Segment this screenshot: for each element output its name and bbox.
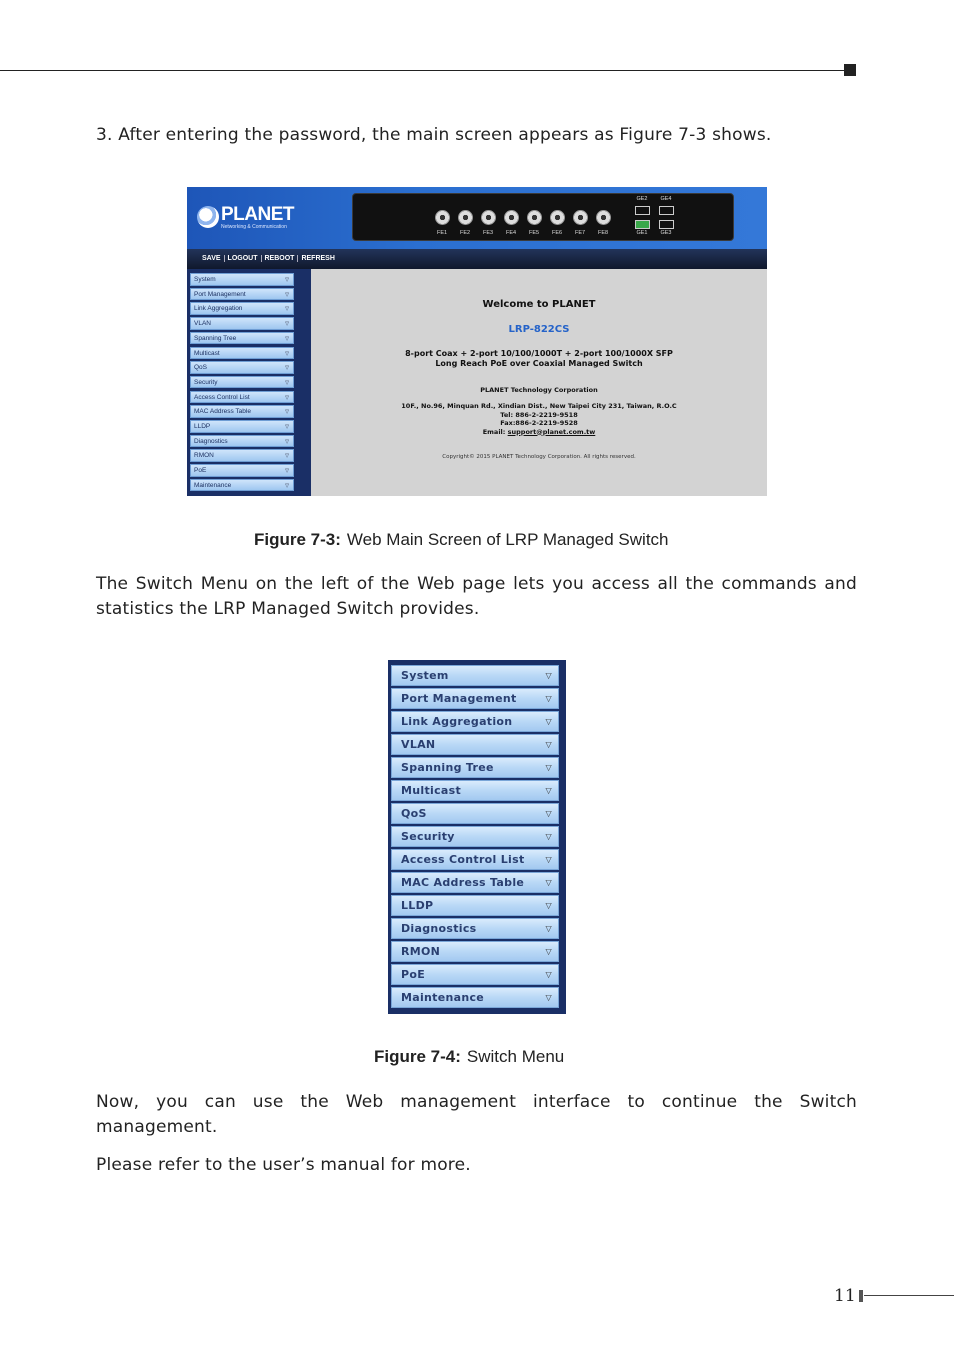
desc-line-1: 8-port Coax + 2-port 10/100/1000T + 2-port 100/1000X SFP <box>405 349 673 358</box>
figure-3-caption-text: Web Main Screen of LRP Managed Switch <box>346 530 669 549</box>
chevron-down-icon: ▽ <box>545 901 552 910</box>
small-menu-item-spanning-tree[interactable] <box>190 332 294 345</box>
save-link[interactable]: SAVE <box>199 255 225 262</box>
small-menu-item-label: Maintenance <box>194 481 232 489</box>
paragraph-switch-menu: The Switch Menu on the left of the Web page lets you access all the commands and statistics the LRP Managed Switch provides. <box>96 574 857 619</box>
chevron-down-icon: ▽ <box>545 947 552 956</box>
figure-4-caption-label: Figure 7-4: <box>374 1047 461 1066</box>
small-menu-item-label: LLDP <box>194 423 211 430</box>
port-label: FE6 <box>551 230 563 236</box>
header-rule <box>0 70 846 71</box>
menu-item-label: Link Aggregation <box>401 715 513 728</box>
company-contact <box>311 402 767 436</box>
chevron-down-icon: ▽ <box>285 409 289 416</box>
small-menu-item-label: MAC Address Table <box>194 408 251 416</box>
figure-4-caption-text: Switch Menu <box>466 1047 565 1066</box>
small-menu-item-diagnostics[interactable] <box>190 435 294 448</box>
small-menu-item-label: Diagnostics <box>194 437 228 445</box>
menu-item-rmon[interactable] <box>391 941 559 962</box>
small-menu-item-poe[interactable] <box>190 464 294 477</box>
ge-port-label: GE1 <box>636 230 648 236</box>
menu-item-system[interactable] <box>391 665 559 686</box>
banner <box>187 187 767 249</box>
desc-line-2: Long Reach PoE over Coaxial Managed Switch <box>435 359 643 368</box>
small-menu-item-label: Spanning Tree <box>194 334 237 342</box>
ge-port-icon <box>635 220 650 229</box>
menu-item-label: VLAN <box>401 738 436 751</box>
reboot-link[interactable]: REBOOT <box>262 255 299 262</box>
port-label: FE7 <box>574 230 586 236</box>
chevron-down-icon: ▽ <box>285 291 289 298</box>
address: 10F., No.96, Minquan Rd., Xindian Dist., New Taipei City 231, Taiwan, R.O.C <box>401 402 677 410</box>
menu-item-label: LLDP <box>401 899 434 912</box>
coax-port-icon <box>550 210 565 225</box>
menu-item-port-management[interactable] <box>391 688 559 709</box>
switch-front-panel <box>352 193 734 241</box>
menu-item-label: RMON <box>401 945 441 958</box>
menu-item-poe[interactable] <box>391 964 559 985</box>
small-menu-item-label: Link Aggregation <box>194 305 243 313</box>
menu-item-spanning-tree[interactable] <box>391 757 559 778</box>
footer-bar <box>859 1290 863 1302</box>
chevron-down-icon: ▽ <box>285 482 289 489</box>
port-label: FE1 <box>436 230 448 236</box>
chevron-down-icon: ▽ <box>285 468 289 475</box>
menu-item-vlan[interactable] <box>391 734 559 755</box>
ge-port-label: GE2 <box>636 196 648 202</box>
menu-item-label: Access Control List <box>401 853 525 866</box>
chevron-down-icon: ▽ <box>545 924 552 933</box>
chevron-down-icon: ▽ <box>285 365 289 372</box>
email-label: Email: <box>482 427 506 436</box>
figure-4-caption <box>374 1047 564 1067</box>
chevron-down-icon: ▽ <box>285 350 289 357</box>
logo-text: PLANET <box>221 204 294 225</box>
company-name: PLANET Technology Corporation <box>480 386 598 394</box>
planet-logo <box>197 204 297 236</box>
logo-subtext: Networking & Communication <box>221 224 287 230</box>
small-menu-item-label: PoE <box>194 467 207 475</box>
small-menu-item-label: RMON <box>194 452 214 460</box>
port-label: FE8 <box>597 230 609 236</box>
chevron-down-icon: ▽ <box>285 453 289 460</box>
menu-item-mac-address-table[interactable] <box>391 872 559 893</box>
chevron-down-icon: ▽ <box>285 379 289 386</box>
menu-item-diagnostics[interactable] <box>391 918 559 939</box>
paragraph-refer: Please refer to the user’s manual for more. <box>96 1155 471 1175</box>
small-menu-item-rmon[interactable] <box>190 449 294 462</box>
small-menu-item-vlan[interactable] <box>190 317 294 330</box>
chevron-down-icon: ▽ <box>545 970 552 979</box>
menu-item-maintenance[interactable] <box>391 987 559 1008</box>
port-label: FE2 <box>459 230 471 236</box>
model-description <box>311 349 767 369</box>
chevron-down-icon: ▽ <box>545 717 552 726</box>
email-link[interactable]: support@planet.com.tw <box>507 427 596 436</box>
small-menu-item-mac-address-table[interactable] <box>190 405 294 418</box>
menu-item-qos[interactable] <box>391 803 559 824</box>
menu-item-security[interactable] <box>391 826 559 847</box>
chevron-down-icon: ▽ <box>545 671 552 680</box>
coax-port-icon <box>435 210 450 225</box>
chevron-down-icon: ▽ <box>545 809 552 818</box>
ge-port-label: GE4 <box>660 196 672 202</box>
fax: Fax:886-2-2219-9528 <box>500 419 578 427</box>
chevron-down-icon: ▽ <box>545 694 552 703</box>
menu-item-label: Spanning Tree <box>401 761 494 774</box>
small-menu-item-label: System <box>194 276 216 283</box>
chevron-down-icon: ▽ <box>285 306 289 313</box>
menu-item-label: Port Management <box>401 692 517 705</box>
small-menu-item-label: Access Control List <box>194 393 250 401</box>
small-menu-item-access-control-list[interactable] <box>190 391 294 404</box>
email-line <box>311 428 767 437</box>
small-menu-item-lldp[interactable] <box>190 420 294 433</box>
menu-item-label: System <box>401 669 449 682</box>
menu-item-multicast[interactable] <box>391 780 559 801</box>
chevron-down-icon: ▽ <box>545 878 552 887</box>
paragraph-continue: Now, you can use the Web management interface to continue the Switch management. <box>96 1092 857 1137</box>
refresh-link[interactable]: REFRESH <box>301 255 335 262</box>
figure-3-caption <box>254 530 669 550</box>
ge-port-icon <box>659 206 674 215</box>
coax-port-icon <box>573 210 588 225</box>
ge-port-icon <box>659 220 674 229</box>
small-menu-item-label: VLAN <box>194 320 211 328</box>
tel: Tel: 886-2-2219-9518 <box>500 410 578 419</box>
chevron-down-icon: ▽ <box>285 335 289 342</box>
menu-item-label: Security <box>401 830 455 843</box>
coax-port-icon <box>596 210 611 225</box>
small-menu-item-multicast[interactable] <box>190 347 294 360</box>
chevron-down-icon: ▽ <box>545 740 552 749</box>
menu-item-label: Maintenance <box>401 991 485 1004</box>
menu-item-label: QoS <box>401 807 427 820</box>
logout-link[interactable]: LOGOUT <box>225 255 262 262</box>
small-menu-item-security[interactable] <box>190 376 294 389</box>
menu-item-label: Diagnostics <box>401 922 477 935</box>
port-label: FE5 <box>528 230 540 236</box>
small-menu-item-label: Port Management <box>194 290 246 298</box>
chevron-down-icon: ▽ <box>545 832 552 841</box>
page-number: 11 <box>834 1286 856 1306</box>
web-main-screen-figure <box>187 187 767 496</box>
chevron-down-icon: ▽ <box>545 786 552 795</box>
copyright: Copyright© 2015 PLANET Technology Corporation. All rights reserved. <box>442 454 636 460</box>
menu-item-label: Multicast <box>401 784 462 797</box>
menu-item-access-control-list[interactable] <box>391 849 559 870</box>
switch-menu-figure <box>388 660 566 1014</box>
ge-port-label: GE3 <box>660 230 672 236</box>
toolbar-links <box>199 255 338 262</box>
sidebar-menu-small <box>187 269 311 496</box>
chevron-down-icon: ▽ <box>545 855 552 864</box>
chevron-down-icon: ▽ <box>285 394 289 401</box>
coax-port-icon <box>481 210 496 225</box>
chevron-down-icon: ▽ <box>285 321 289 328</box>
welcome-title: Welcome to PLANET <box>482 299 596 310</box>
small-menu-item-port-management[interactable] <box>190 288 294 301</box>
small-menu-item-maintenance[interactable] <box>190 479 294 492</box>
welcome-content <box>311 269 767 496</box>
coax-port-icon <box>504 210 519 225</box>
port-label: FE3 <box>482 230 494 236</box>
chevron-down-icon: ▽ <box>545 993 552 1002</box>
menu-item-label: PoE <box>401 968 426 981</box>
logo-globe-icon <box>197 206 219 228</box>
footer-rule <box>864 1295 954 1296</box>
small-menu-item-label: QoS <box>194 364 208 372</box>
menu-item-lldp[interactable] <box>391 895 559 916</box>
coax-port-icon <box>527 210 542 225</box>
small-menu-item-system[interactable] <box>190 273 294 286</box>
small-menu-item-link-aggregation[interactable] <box>190 302 294 315</box>
small-menu-item-qos[interactable] <box>190 361 294 374</box>
step-text: 3. After entering the password, the main screen appears as Figure 7-3 shows. <box>96 125 772 145</box>
port-label: FE4 <box>505 230 517 236</box>
chevron-down-icon: ▽ <box>285 438 289 445</box>
chevron-down-icon: ▽ <box>285 424 289 430</box>
coax-port-icon <box>458 210 473 225</box>
figure-3-caption-label: Figure 7-3: <box>254 530 341 549</box>
chevron-down-icon: ▽ <box>545 763 552 772</box>
ge-port-icon <box>635 206 650 215</box>
small-menu-item-label: Multicast <box>194 349 220 357</box>
chevron-down-icon: ▽ <box>285 277 289 283</box>
header-square <box>844 64 856 76</box>
menu-item-link-aggregation[interactable] <box>391 711 559 732</box>
small-menu-item-label: Security <box>194 378 218 386</box>
menu-item-label: MAC Address Table <box>401 876 525 889</box>
model-name: LRP-822CS <box>508 324 570 335</box>
toolbar <box>187 249 767 269</box>
